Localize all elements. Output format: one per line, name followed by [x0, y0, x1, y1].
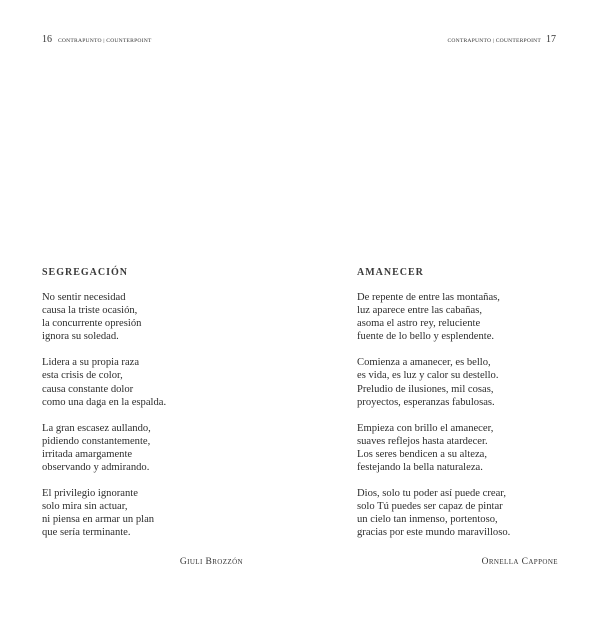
- poem-line: gracias por este mundo maravilloso.: [357, 527, 511, 539]
- poem-line: El privilegio ignorante: [42, 488, 138, 500]
- poem-line: ignora su soledad.: [42, 331, 119, 343]
- poem-line: ni piensa en armar un plan: [42, 514, 155, 526]
- stanza: [357, 291, 510, 343]
- poem-line: No sentir necesidad: [42, 292, 126, 303]
- poem-line: es vida, es luz y calor su destello.: [357, 370, 499, 382]
- page-number: 17: [546, 34, 556, 45]
- poem-line: Comienza a amanecer, es bello,: [357, 357, 491, 369]
- poem-line: un cielo tan inmenso, portentoso,: [357, 514, 498, 526]
- running-head-left: [42, 34, 152, 45]
- poem-line: De repente de entre las montañas,: [357, 292, 500, 303]
- poem-line: causa constante dolor: [42, 383, 134, 395]
- poem-line: Dios, solo tu poder así puede crear,: [357, 488, 507, 500]
- running-head-text: CONTRAPUNTO | COUNTERPOINT: [447, 38, 541, 44]
- poem-line: como una daga en la espalda.: [42, 396, 167, 408]
- poem-line: Preludio de ilusiones, mil cosas,: [357, 383, 494, 395]
- stanza: [357, 356, 510, 408]
- poem-amanecer: [357, 264, 510, 553]
- poem-line: luz aparece entre las cabañas,: [357, 305, 482, 317]
- poem-line: Los seres bendicen a su alteza,: [357, 448, 488, 460]
- poem-author: Giuli Brozzón: [179, 557, 243, 567]
- poem-line: La gran escasez aullando,: [42, 422, 151, 434]
- poem-line: esta crisis de color,: [42, 370, 123, 382]
- poem-line: que sería terminante.: [42, 527, 131, 539]
- stanza: [42, 487, 166, 539]
- stanza: [42, 356, 166, 408]
- poem-line: la concurrente opresión: [42, 318, 142, 330]
- poem-author: Ornella Cappone: [481, 557, 558, 567]
- running-head-text: CONTRAPUNTO | COUNTERPOINT: [58, 38, 152, 44]
- poem-line: proyectos, esperanzas fabulosas.: [357, 396, 495, 408]
- right-page: [300, 0, 600, 628]
- poem-line: irritada amargamente: [42, 448, 133, 460]
- poem-line: observando y admirando.: [42, 462, 150, 474]
- poem-line: Empieza con brillo el amanecer,: [357, 422, 494, 434]
- running-head-right: [447, 34, 556, 45]
- page-number: 16: [42, 34, 52, 45]
- poem-line: fuente de lo bello y esplendente.: [357, 331, 495, 343]
- stanza: [357, 487, 510, 539]
- poem-line: festejando la bella naturaleza.: [357, 462, 483, 474]
- poem-title: amanecer: [357, 264, 424, 279]
- poem-line: causa la triste ocasión,: [42, 305, 138, 317]
- poem-line: pidiendo constantemente,: [42, 435, 151, 447]
- poem-line: solo Tú puedes ser capaz de pintar: [357, 501, 503, 513]
- poem-line: Lidera a su propia raza: [42, 357, 140, 369]
- poem-title: segregación: [42, 264, 129, 279]
- poem-line: asoma el astro rey, reluciente: [357, 318, 481, 330]
- poem-line: solo mira sin actuar,: [42, 501, 128, 513]
- poem-line: suaves reflejos hasta atardecer.: [357, 435, 488, 447]
- stanza: [42, 422, 166, 474]
- stanza: [357, 422, 510, 474]
- stanza: [42, 291, 166, 343]
- poem-segregacion: [42, 264, 166, 553]
